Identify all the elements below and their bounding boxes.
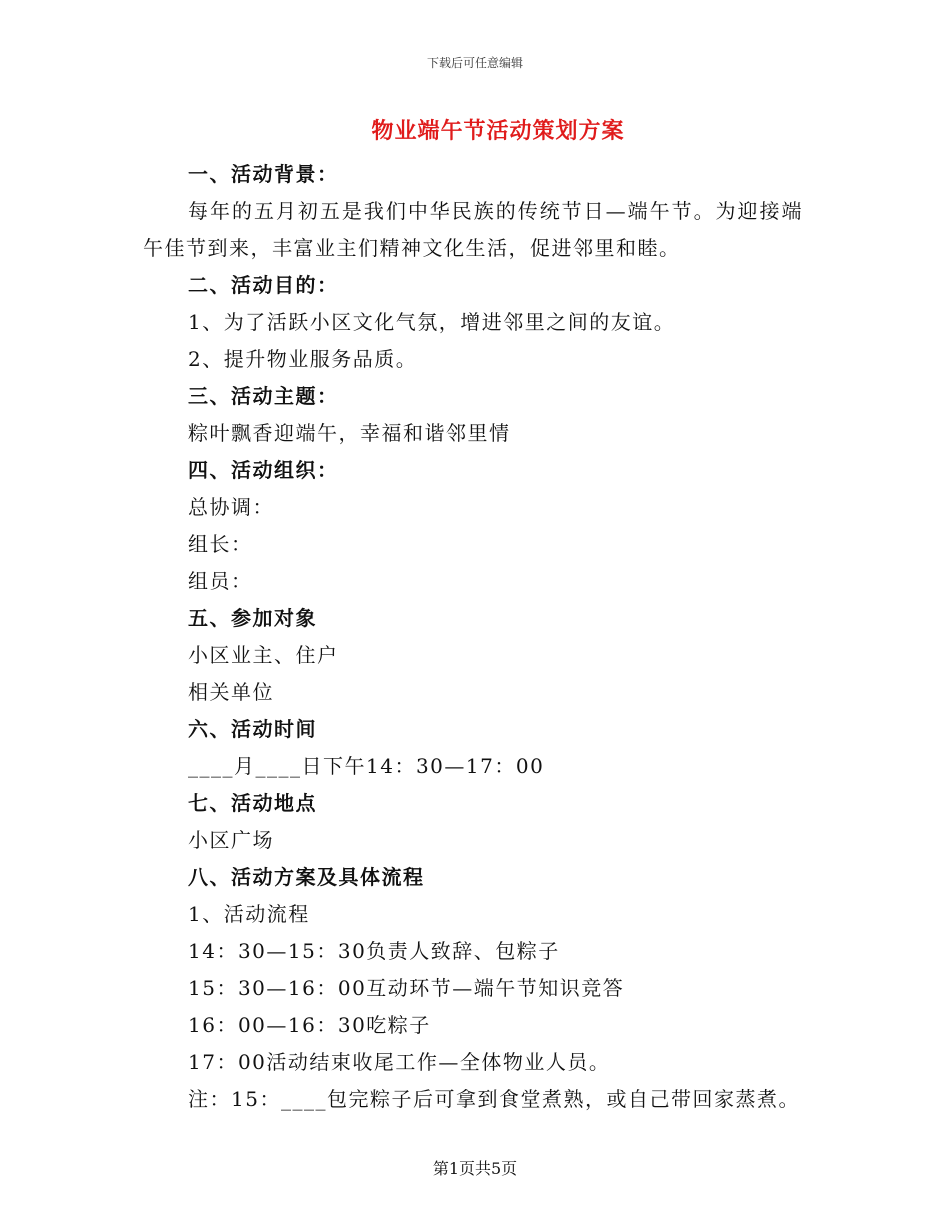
- document-title: 物业端午节活动策划方案: [371, 118, 625, 144]
- section-heading-location: 七、活动地点: [188, 791, 317, 815]
- section-heading-participants: 五、参加对象: [188, 606, 317, 630]
- header-note: 下载后可任意编辑: [426, 56, 523, 70]
- section-heading-plan: 八、活动方案及具体流程: [188, 865, 425, 889]
- theme-text: 粽叶飘香迎端午，幸福和谐邻里情: [188, 421, 511, 445]
- participants-line: 小区业主、住户: [188, 643, 339, 667]
- location-text: 小区广场: [188, 828, 274, 852]
- organization-line: 组长：: [188, 532, 253, 556]
- participants-line: 相关单位: [188, 680, 274, 704]
- document-body: [143, 156, 803, 1118]
- plan-line: 16：00—16：30吃粽子: [188, 1013, 431, 1037]
- purpose-item: 2、提升物业服务品质。: [188, 347, 418, 371]
- purpose-item: 1、为了活跃小区文化气氛，增进邻里之间的友谊。: [188, 310, 676, 334]
- section-heading-organization: 四、活动组织：: [188, 458, 339, 482]
- section-heading-purpose: 二、活动目的：: [188, 273, 339, 297]
- plan-note: 注：15：____包完粽子后可拿到食堂煮熟，或自己带回家蒸煮。: [188, 1087, 800, 1111]
- plan-line: 17：00活动结束收尾工作—全体物业人员。: [188, 1050, 611, 1074]
- organization-line: 组员：: [188, 569, 253, 593]
- section-heading-theme: 三、活动主题：: [188, 384, 339, 408]
- section-heading-time: 六、活动时间: [188, 717, 317, 741]
- page-number: 第1页共5页: [432, 1159, 518, 1178]
- plan-line: 14：30—15：30负责人致辞、包粽子: [188, 939, 560, 963]
- time-text: ____月____日下午14：30—17：00: [188, 754, 545, 778]
- section-heading-background: 一、活动背景：: [188, 162, 339, 186]
- background-paragraph: 每年的五月初五是我们中华民族的传统节日—端午节。为迎接端午佳节到来，丰富业主们精神文化生活，促进邻里和睦。: [143, 199, 803, 260]
- organization-line: 总协调：: [188, 495, 274, 519]
- plan-line: 15：30—16：00互动环节—端午节知识竞答: [188, 976, 625, 1000]
- plan-line: 1、活动流程: [188, 902, 310, 926]
